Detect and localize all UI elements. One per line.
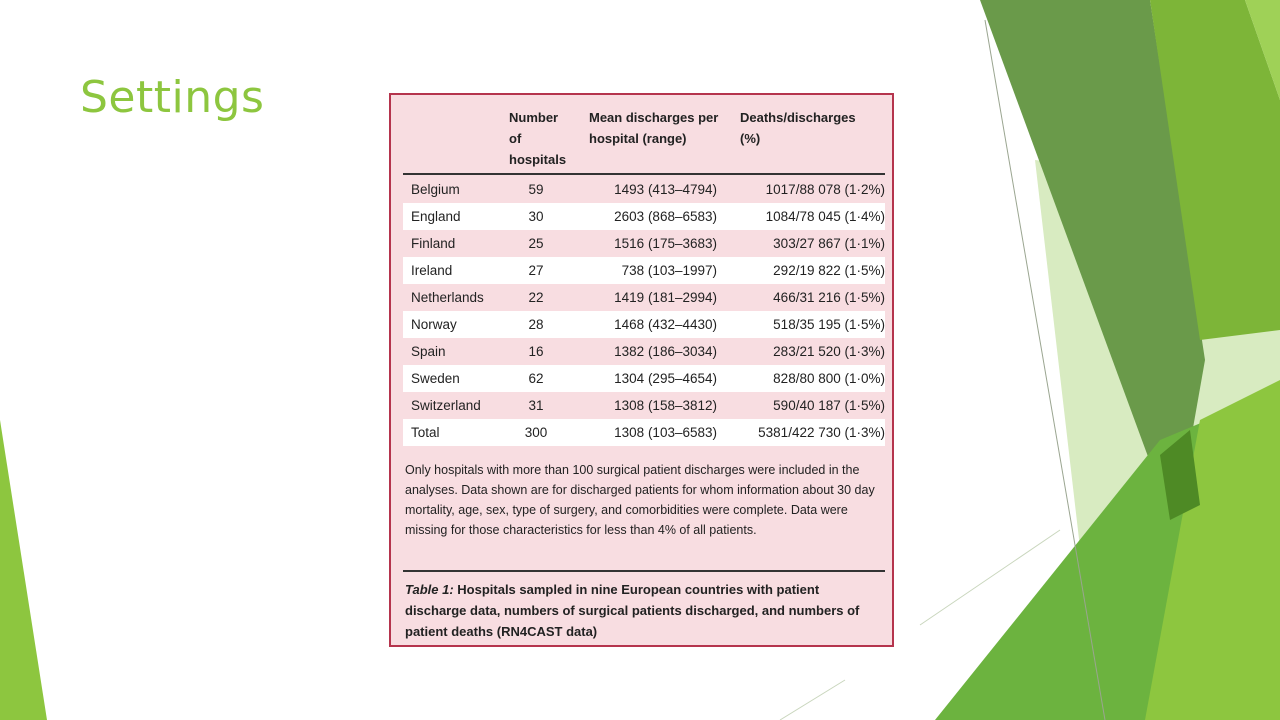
slide-title: Settings	[80, 72, 265, 123]
header-number-of-hospitals: Number of hospitals	[509, 110, 567, 167]
table-row: Netherlands 22 1419 (181–2994) 466/31 216 (1·5%)	[411, 290, 885, 305]
table-footnote: Only hospitals with more than 100 surgical patient discharges were included in the analyses. Data shown are for discharged patients for whom information about 30 day mortality, age, sex, type of surgery, and comorbidities were complete. Data were missing for those characteristics for less than 4% of all patients.	[405, 463, 875, 537]
table-row-total: Total 300 1308 (103–6583) 5381/422 730 (1·3%)	[403, 419, 885, 446]
table-row: Norway 28 1468 (432–4430) 518/35 195 (1·5%)	[403, 311, 885, 338]
header-deaths-discharges: Deaths/discharges (%)	[740, 110, 856, 146]
table-figure	[389, 93, 894, 647]
table-row: England 30 2603 (868–6583) 1084/78 045 (1·4%)	[403, 203, 885, 230]
header-mean-discharges: Mean discharges per hospital (range)	[589, 110, 719, 146]
table-row: Ireland 27 738 (103–1997) 292/19 822 (1·5%)	[403, 257, 885, 284]
caption-rule	[403, 570, 885, 572]
table-row: Finland 25 1516 (175–3683) 303/27 867 (1·1%)	[411, 236, 885, 251]
table-row: Spain 16 1382 (186–3034) 283/21 520 (1·3%)	[411, 344, 885, 359]
header-rule	[403, 173, 885, 175]
table-row: Switzerland 31 1308 (158–3812) 590/40 187 (1·5%)	[411, 398, 885, 413]
table-caption	[405, 579, 881, 642]
thin-line-3	[780, 680, 845, 720]
caption-text: Hospitals sampled in nine European countries with patient discharge data, numbers of surgical patients discharged, and numbers of patient deaths (RN4CAST data)	[405, 582, 860, 639]
caption-label: Table 1:	[405, 582, 454, 597]
table-row: Sweden 62 1304 (295–4654) 828/80 800 (1·0%)	[403, 365, 885, 392]
table-row: Belgium 59 1493 (413–4794) 1017/88 078 (1·2%)	[411, 182, 885, 197]
left-green-facet	[0, 420, 47, 720]
